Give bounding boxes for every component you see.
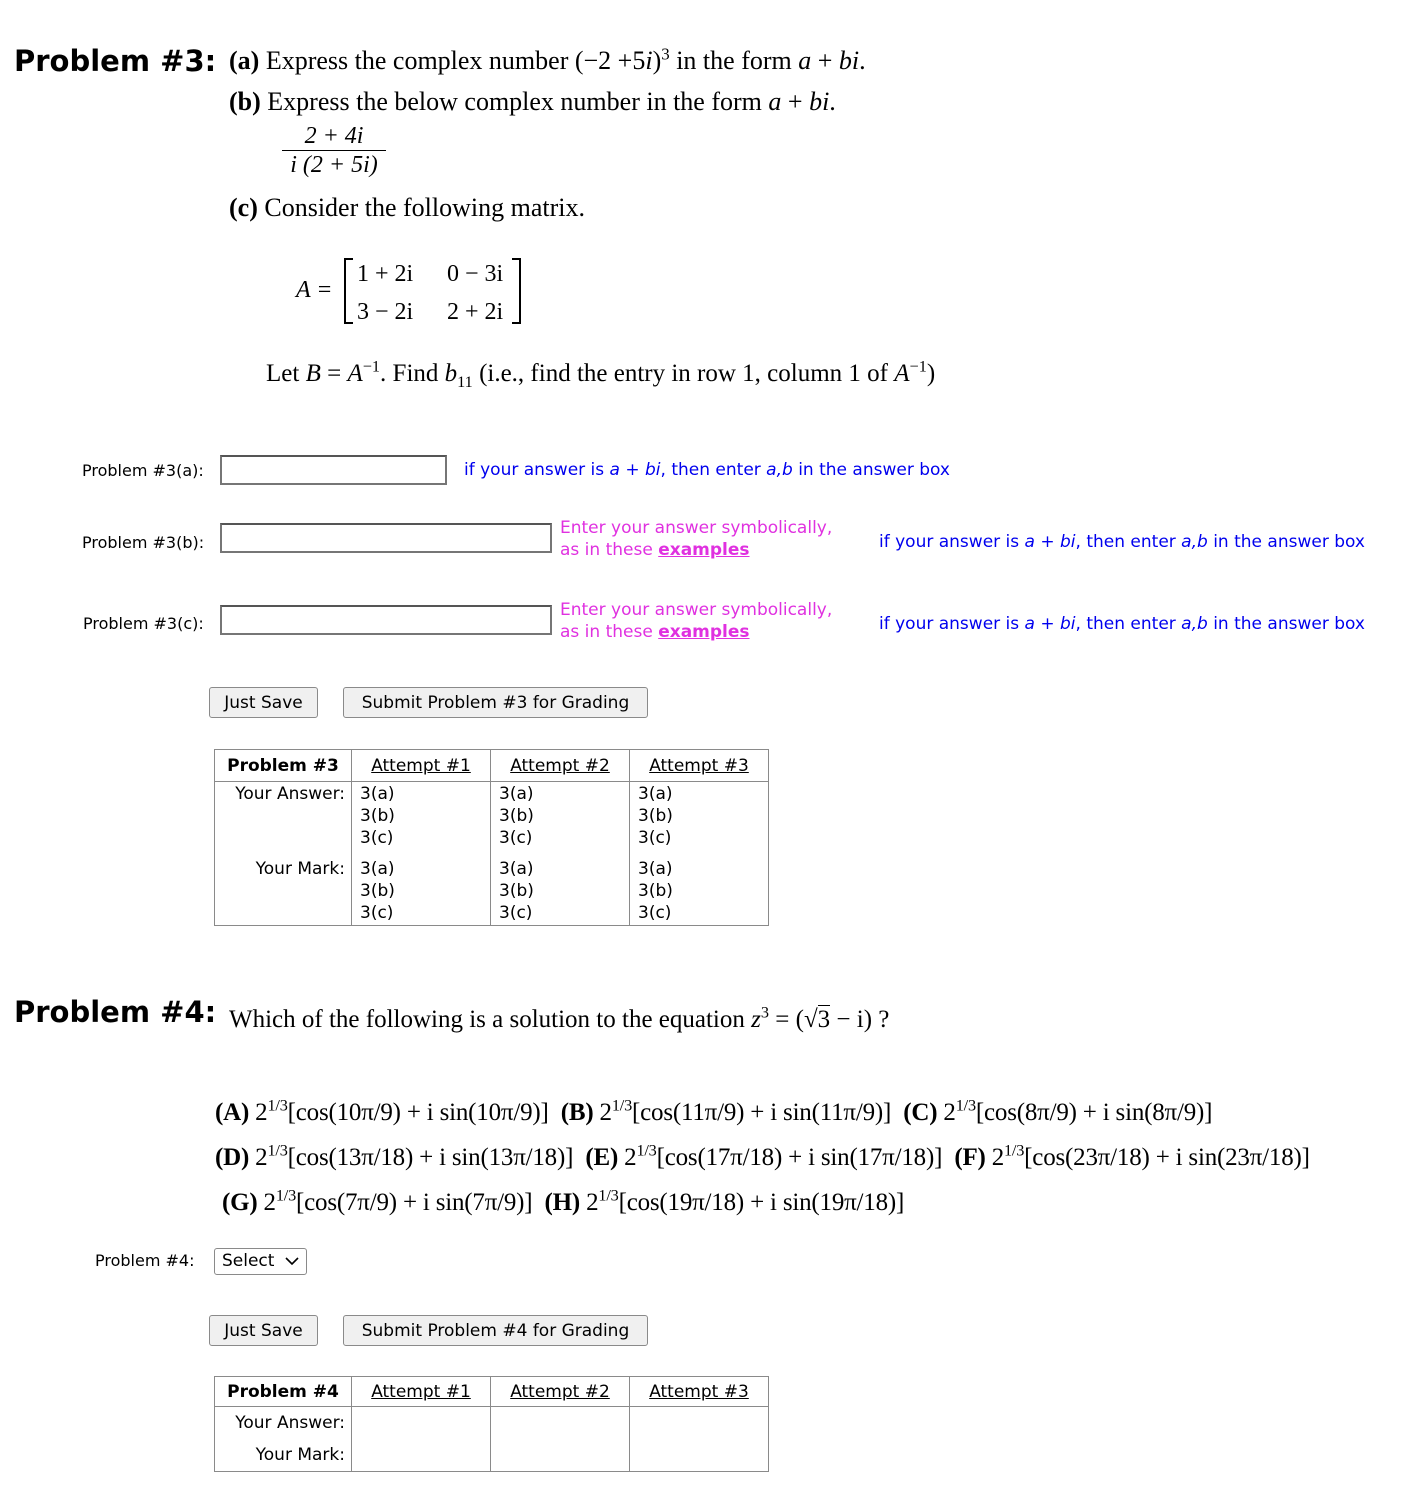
matrix-r1c2: 0 − 3i (447, 261, 504, 287)
choice-c-exp: 1/3 (955, 1096, 976, 1115)
choice-c (903, 1096, 1213, 1126)
choice-h-letter: (H) (544, 1189, 581, 1216)
attempt-3-cell (630, 782, 769, 926)
problem-4-question (229, 1003, 890, 1034)
answer-input-3b[interactable] (220, 523, 552, 553)
problem-3a-statement (229, 46, 866, 76)
answer-part-a: 3(a) (638, 784, 673, 804)
choice-e-letter: (E) (585, 1144, 619, 1171)
answer-part-a: 3(a) (360, 784, 395, 804)
hint-plus: + (619, 460, 646, 480)
problem-3b-statement (229, 87, 836, 117)
question-sqrt: √ (803, 1006, 818, 1033)
examples-link[interactable]: examples (658, 622, 750, 642)
mark-part-c: 3(c) (638, 903, 672, 923)
part-b-form-bi: bi (809, 87, 830, 116)
choice-a (215, 1096, 549, 1126)
find-b: b (444, 360, 458, 387)
choice-d (215, 1141, 574, 1171)
answer-input-3a[interactable] (220, 455, 447, 485)
part-a-text-after: in the form (669, 46, 799, 75)
choice-b-exp: 1/3 (611, 1096, 632, 1115)
matrix-left-bracket (344, 258, 353, 324)
problem-3-title: Problem #3: (14, 44, 217, 78)
choice-b-body: [cos(11π/9) + i sin(11π/9)] (632, 1099, 892, 1126)
hint-pre: if your answer is (464, 460, 610, 480)
choice-d-body: [cos(13π/18) + i sin(13π/18)] (287, 1144, 574, 1171)
hint-post: in the answer box (1207, 532, 1365, 552)
find-eq: = (320, 360, 348, 387)
mark-part-b: 3(b) (638, 881, 673, 901)
submit-problem-4-button[interactable]: Submit Problem #4 for Grading (343, 1315, 648, 1346)
choice-h-base: 2 (580, 1189, 599, 1216)
hint-post: in the answer box (792, 460, 950, 480)
just-save-button-4[interactable]: Just Save (209, 1315, 318, 1346)
choice-h (544, 1186, 905, 1216)
part-a-paren: ) (652, 46, 662, 75)
hint-post: in the answer box (1207, 614, 1365, 634)
answer-part-c: 3(c) (499, 828, 533, 848)
find-close: ) (926, 360, 936, 387)
hint-ab: a,b (1181, 532, 1208, 552)
part-a-form-a: a (798, 46, 812, 75)
choice-h-body: [cos(19π/18) + i sin(19π/18)] (618, 1189, 905, 1216)
part-a-i: i (645, 46, 653, 75)
hint-pre: if your answer is (879, 614, 1025, 634)
input-label-3c: Problem #3(c): (83, 614, 204, 633)
choices-line-1 (215, 1090, 1310, 1135)
answer-part-b: 3(b) (499, 806, 534, 826)
choice-e-body: [cos(17π/18) + i sin(17π/18)] (656, 1144, 943, 1171)
choice-a-exp: 1/3 (267, 1096, 288, 1115)
hint-mid: , then enter (1075, 614, 1182, 634)
mark-part-c: 3(c) (360, 903, 394, 923)
part-a-form-bi: bi (838, 46, 860, 75)
choice-b-letter: (B) (560, 1099, 594, 1126)
select-label-4: Problem #4: (95, 1251, 195, 1270)
find-let: Let (266, 360, 306, 387)
choice-d-exp: 1/3 (267, 1141, 288, 1160)
attempt-1-link[interactable]: Attempt #1 (371, 1381, 471, 1402)
attempt-1-cell (352, 1407, 491, 1472)
choice-f (954, 1141, 1310, 1171)
part-b-period: . (829, 87, 836, 116)
choice-e-exp: 1/3 (636, 1141, 657, 1160)
chevron-down-icon (285, 1257, 299, 1266)
hint-symbolic-line2: as in these (560, 622, 659, 642)
choice-g-body: [cos(7π/9) + i sin(7π/9)] (296, 1189, 533, 1216)
part-b-form-a: a (768, 87, 782, 116)
question-rest: − i) ? (830, 1006, 890, 1033)
matrix-r1c1: 1 + 2i (357, 261, 414, 287)
hint-symbolic-line2: as in these (560, 540, 659, 560)
examples-link[interactable]: examples (658, 540, 750, 560)
question-z: z (751, 1006, 761, 1033)
choices-line-2 (215, 1135, 1310, 1180)
choice-f-exp: 1/3 (1004, 1141, 1025, 1160)
mark-part-b: 3(b) (360, 881, 395, 901)
part-a-label: (a) (229, 46, 260, 75)
part-b-label: (b) (229, 87, 261, 116)
choice-a-body: [cos(10π/9) + i sin(10π/9)] (287, 1099, 549, 1126)
hint-bi: bi (1060, 614, 1076, 634)
attempt-3-header (630, 1377, 769, 1407)
answer-part-c: 3(c) (638, 828, 672, 848)
matrix-r2c1: 3 − 2i (357, 299, 414, 325)
answer-select-4[interactable] (214, 1248, 307, 1275)
matrix-right-bracket (512, 258, 521, 324)
find-inv2: −1 (909, 357, 927, 376)
hint-symbolic-3c (560, 599, 832, 643)
hint-symbolic-line1: Enter your answer symbolically, (560, 600, 833, 620)
find-sub: 11 (457, 373, 473, 391)
part-b-text: Express the below complex number in the form (267, 87, 769, 116)
attempt-2-cell (491, 1407, 630, 1472)
hint-mid: , then enter (1075, 532, 1182, 552)
attempt-2-header (491, 1377, 630, 1407)
attempt-2-cell (491, 782, 630, 926)
question-exp: 3 (760, 1003, 769, 1022)
problem-3c-statement (229, 193, 585, 223)
choice-a-base: 2 (249, 1099, 268, 1126)
part-a-period: . (859, 46, 866, 75)
question-three: 3 (817, 1006, 831, 1033)
choice-f-letter: (F) (954, 1144, 986, 1171)
attempt-2-header (491, 750, 630, 782)
choice-b (560, 1096, 892, 1126)
hint-ab-3c (879, 614, 1365, 634)
attempt-1-header (352, 1377, 491, 1407)
question-text: Which of the following is a solution to the equation (229, 1006, 752, 1033)
choice-g-base: 2 (257, 1189, 276, 1216)
hint-a: a (1024, 614, 1035, 634)
part-a-text: Express the complex number (−2 +5 (265, 46, 646, 75)
attempt-3-link[interactable]: Attempt #3 (649, 755, 749, 776)
choice-f-base: 2 (985, 1144, 1004, 1171)
part-a-exponent: 3 (661, 44, 670, 64)
row-labels (215, 782, 352, 926)
matrix-col-1 (357, 255, 413, 331)
problem-4-title: Problem #4: (14, 995, 217, 1029)
choices-block (215, 1090, 1310, 1225)
question-eq: = ( (769, 1006, 804, 1033)
find-B: B (305, 360, 321, 387)
attempt-2-link[interactable]: Attempt #2 (510, 755, 610, 776)
hint-ab-3b (879, 532, 1365, 552)
hint-symbolic-3b (560, 517, 832, 561)
part-c-label: (c) (229, 193, 258, 222)
mark-part-a: 3(a) (638, 859, 673, 879)
find-A2: A (894, 360, 910, 387)
just-save-button-3[interactable]: Just Save (209, 687, 318, 718)
hint-plus: + (1034, 614, 1061, 634)
submit-problem-3-button[interactable]: Submit Problem #3 for Grading (343, 687, 648, 718)
table-header-problem: Problem #3 (215, 750, 352, 782)
attempt-2-link[interactable]: Attempt #2 (510, 1381, 610, 1402)
mark-part-a: 3(a) (499, 859, 534, 879)
attempt-3-cell (630, 1407, 769, 1472)
matrix-name: A = (296, 277, 333, 303)
choice-c-base: 2 (937, 1099, 956, 1126)
choice-d-base: 2 (249, 1144, 268, 1171)
fraction-denominator: i (2 + 5i) (290, 152, 378, 178)
matrix-r2c2: 2 + 2i (447, 299, 504, 325)
choice-g-exp: 1/3 (275, 1186, 297, 1205)
table-header-problem: Problem #4 (215, 1377, 352, 1407)
attempt-3-header (630, 750, 769, 782)
attempt-1-link[interactable]: Attempt #1 (371, 755, 471, 776)
mark-part-c: 3(c) (499, 903, 533, 923)
matrix-col-2 (447, 255, 503, 331)
hint-ab: a,b (1181, 614, 1208, 634)
choice-e (585, 1141, 943, 1171)
fraction-numerator: 2 + 4i (282, 122, 386, 151)
mark-part-a: 3(a) (360, 859, 395, 879)
your-mark-label: Your Mark: (255, 1445, 345, 1465)
choice-e-base: 2 (618, 1144, 637, 1171)
choice-c-body: [cos(8π/9) + i sin(8π/9)] (975, 1099, 1213, 1126)
choice-d-letter: (D) (215, 1144, 250, 1171)
mark-part-b: 3(b) (499, 881, 534, 901)
hint-a: a (609, 460, 620, 480)
hint-ab-3a (464, 460, 950, 480)
choice-h-exp: 1/3 (598, 1186, 619, 1205)
attempt-1-header (352, 750, 491, 782)
attempt-1-cell (352, 782, 491, 926)
attempt-3-link[interactable]: Attempt #3 (649, 1381, 749, 1402)
hint-bi: bi (1060, 532, 1076, 552)
find-mid: . Find (380, 360, 445, 387)
your-mark-label: Your Mark: (255, 859, 345, 879)
part-b-plus: + (781, 87, 810, 116)
find-A: A (347, 360, 363, 387)
choice-g-letter: (G) (222, 1189, 258, 1216)
choice-a-letter: (A) (215, 1099, 250, 1126)
choice-c-letter: (C) (903, 1099, 938, 1126)
row-labels (215, 1407, 352, 1472)
your-answer-label: Your Answer: (235, 1413, 345, 1433)
hint-bi: bi (645, 460, 661, 480)
choices-line-3 (215, 1180, 1310, 1225)
choice-f-body: [cos(23π/18) + i sin(23π/18)] (1024, 1144, 1310, 1171)
choice-g (222, 1186, 533, 1216)
hint-mid: , then enter (660, 460, 767, 480)
hint-a: a (1024, 532, 1035, 552)
input-label-3a: Problem #3(a): (82, 461, 204, 480)
answer-part-b: 3(b) (360, 806, 395, 826)
attempts-table-4 (214, 1376, 769, 1472)
hint-pre: if your answer is (879, 532, 1025, 552)
find-rest: (i.e., find the entry in row 1, column 1 of (472, 360, 895, 387)
hint-plus: + (1034, 532, 1061, 552)
answer-part-a: 3(a) (499, 784, 534, 804)
answer-input-3c[interactable] (220, 605, 552, 635)
select-value: Select (222, 1251, 275, 1271)
hint-symbolic-line1: Enter your answer symbolically, (560, 518, 833, 538)
find-inv: −1 (362, 357, 381, 376)
hint-ab: a,b (766, 460, 793, 480)
attempts-table-3 (214, 749, 769, 926)
find-b11-statement (266, 357, 936, 391)
your-answer-label: Your Answer: (235, 784, 345, 804)
answer-part-c: 3(c) (360, 828, 394, 848)
fraction (282, 122, 386, 179)
choice-b-base: 2 (593, 1099, 612, 1126)
input-label-3b: Problem #3(b): (82, 533, 205, 552)
part-a-plus: + (811, 46, 839, 75)
answer-part-b: 3(b) (638, 806, 673, 826)
part-c-text: Consider the following matrix. (264, 193, 585, 222)
